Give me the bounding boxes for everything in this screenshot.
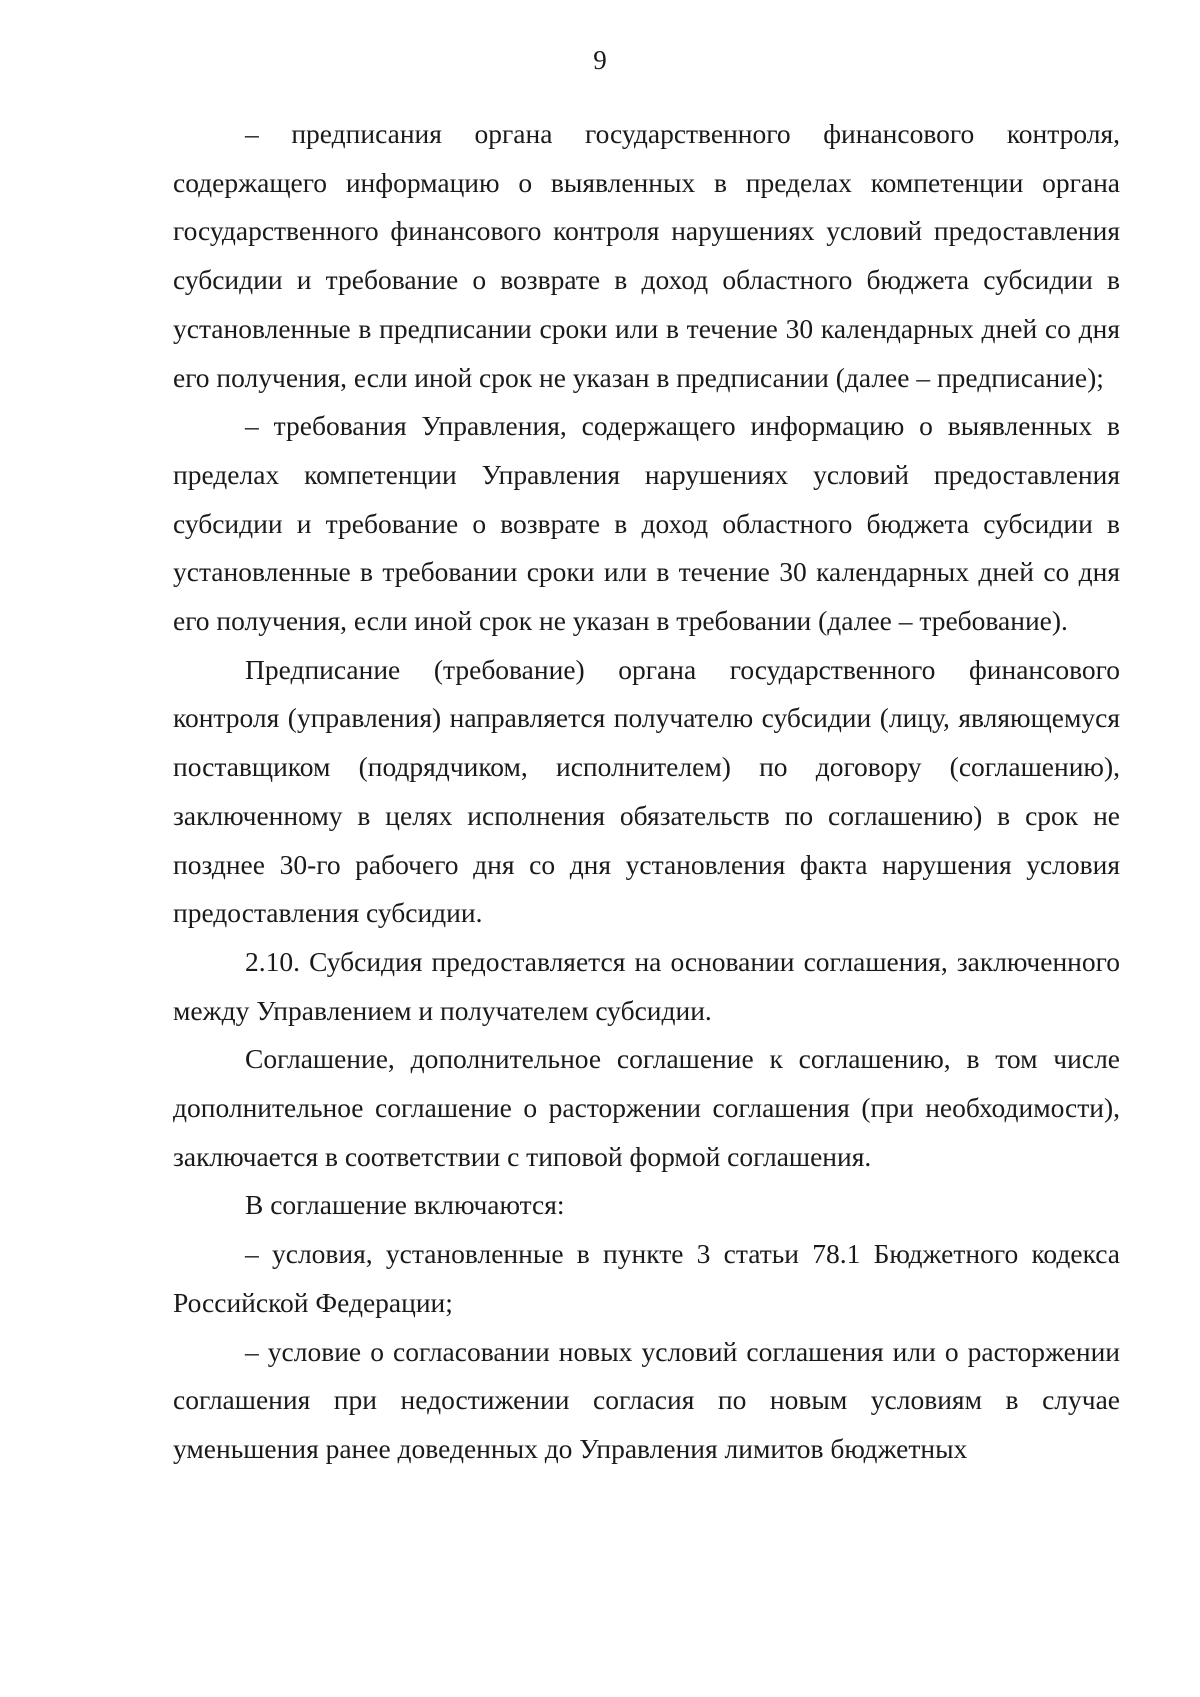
paragraph-budget-code-conditions: – условия, установленные в пункте 3 статьи 78.1 Бюджетного кодекса Российской Федерации; bbox=[173, 1238, 1120, 1318]
paragraph-prescription: – предписания органа государственного финансового контроля, содержащего информацию о выявленных в пределах компетенции органа государственного финансового контроля нарушениях условий предоставления субсидии и требование о возврате в доход областного бюджета субсидии в установленные в предписании сроки или в течение 30 календарных дней со дня его получения, если иной срок не указан в предписании (далее – предписание); bbox=[173, 118, 1120, 393]
paragraph-new-conditions: – условие о согласовании новых условий соглашения или о расторжении соглашения при недостижении согласия по новым условиям в случае уменьшения ранее доведенных до Управления лимитов бюджетных bbox=[173, 1335, 1120, 1464]
page-number: 9 bbox=[593, 45, 607, 75]
document-body bbox=[173, 110, 1120, 1474]
paragraph-agreement-includes: В соглашение включаются: bbox=[245, 1189, 565, 1221]
paragraph-agreement-form: Соглашение, дополнительное соглашение к соглашению, в том числе дополнительное соглашение о расторжении соглашения (при необходимости), заключается в соответствии с типовой формой соглашения. bbox=[173, 1043, 1120, 1172]
paragraph-section-2-10: 2.10. Субсидия предоставляется на основании соглашения, заключенного между Управлением и получателем субсидии. bbox=[173, 945, 1120, 1026]
paragraph-prescription-sending: Предписание (требование) органа государственного финансового контроля (управления) направляется получателю субсидии (лицу, являющемуся поставщиком (подрядчиком, исполнителем) по договору (соглашению), заключенному в целях исполнения обязательств по соглашению) в срок не позднее 30-го рабочего дня со дня установления факта нарушения условия предоставления субсидии. bbox=[173, 653, 1120, 929]
paragraph-requirement: – требования Управления, содержащего информацию о выявленных в пределах компетенции Управления нарушениях условий предоставления субсидии и требование о возврате в доход областного бюджета субсидии в установленные в требовании сроки или в течение 30 календарных дней со дня его получения, если иной срок не указан в требовании (далее – требование). bbox=[173, 410, 1120, 637]
